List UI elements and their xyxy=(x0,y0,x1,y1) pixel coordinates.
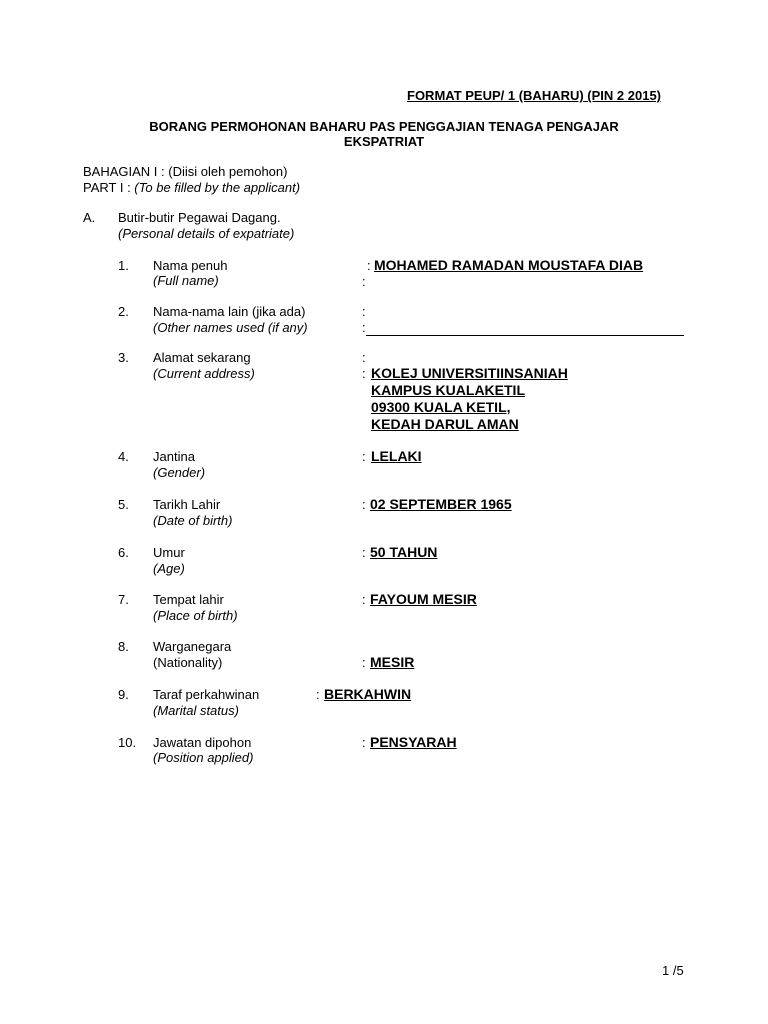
address-line-4: KEDAH DARUL AMAN xyxy=(371,416,519,432)
form-title-line2: EKSPATRIAT xyxy=(343,134,425,149)
field-number: 10. xyxy=(118,735,137,750)
colon: : xyxy=(362,655,366,670)
field-label-marital-status: Taraf perkahwinan xyxy=(153,687,260,702)
field-label-nationality: Warganegara xyxy=(153,639,232,654)
field-sublabel-place-of-birth: (Place of birth) xyxy=(153,608,238,623)
field-value-age: 50 TAHUN xyxy=(370,544,438,560)
field-number: 8. xyxy=(118,639,129,654)
field-number: 7. xyxy=(118,592,129,607)
field-sublabel-current-address: (Current address) xyxy=(153,366,255,381)
field-sublabel-position-applied: (Position applied) xyxy=(153,750,254,765)
field-value-gender: LELAKI xyxy=(371,448,422,464)
field-number: 5. xyxy=(118,497,129,512)
address-line-1: KOLEJ UNIVERSITIINSANIAH xyxy=(371,365,568,381)
field-number: 3. xyxy=(118,350,129,365)
section-letter: A. xyxy=(83,210,96,225)
colon: : xyxy=(362,545,366,560)
field-label-position-applied: Jawatan dipohon xyxy=(153,735,252,750)
field-number: 9. xyxy=(118,687,129,702)
part-malay: BAHAGIAN I : (Diisi oleh pemohon) xyxy=(83,164,288,179)
field-sublabel-gender: (Gender) xyxy=(153,465,206,480)
field-sublabel-age: (Age) xyxy=(153,561,185,576)
field-value-marital-status: BERKAHWIN xyxy=(324,686,412,702)
field-number: 6. xyxy=(118,545,129,560)
field-value-nationality: MESIR xyxy=(370,654,415,670)
colon: : xyxy=(362,320,366,335)
part-english xyxy=(83,180,300,196)
form-title-line1: BORANG PERMOHONAN BAHARU PAS PENGGAJIAN TENAGA PENGAJAR xyxy=(149,119,619,134)
colon: : xyxy=(316,687,320,702)
field-label-current-address: Alamat sekarang xyxy=(153,350,251,365)
part-english-note: (To be filled by the applicant) xyxy=(134,180,301,195)
field-label-place-of-birth: Tempat lahir xyxy=(153,592,224,607)
colon: : xyxy=(362,350,366,365)
colon: : xyxy=(362,735,366,750)
colon: : xyxy=(362,497,366,512)
colon: : xyxy=(367,258,371,273)
field-value-full-name: MOHAMED RAMADAN MOUSTAFA DIAB xyxy=(374,257,644,273)
field-sublabel-full-name: (Full name) xyxy=(153,273,219,288)
page-number: 1 /5 xyxy=(662,963,684,978)
field-value-position-applied: PENSYARAH xyxy=(370,734,457,750)
section-subtitle: (Personal details of expatriate) xyxy=(118,226,295,241)
field-label-gender: Jantina xyxy=(153,449,195,464)
colon: : xyxy=(362,592,366,607)
field-number: 1. xyxy=(118,258,129,273)
field-value-place-of-birth: FAYOUM MESIR xyxy=(370,591,477,607)
field-sublabel-marital-status: (Marital status) xyxy=(153,703,239,718)
field-label-age: Umur xyxy=(153,545,185,560)
field-number: 2. xyxy=(118,304,129,319)
part-english-prefix: PART I : xyxy=(83,180,135,195)
address-line-2: KAMPUS KUALAKETIL xyxy=(371,382,525,398)
field-sublabel-other-names: (Other names used (if any) xyxy=(153,320,308,335)
other-names-blank xyxy=(362,320,684,336)
colon: : xyxy=(362,304,366,319)
field-label-other-names: Nama-nama lain (jika ada) xyxy=(153,304,306,319)
field-label-date-of-birth: Tarikh Lahir xyxy=(153,497,221,512)
field-number: 4. xyxy=(118,449,129,464)
address-line-3: 09300 KUALA KETIL, xyxy=(371,399,511,415)
colon: : xyxy=(362,449,366,464)
format-code: FORMAT PEUP/ 1 (BAHARU) (PIN 2 2015) xyxy=(407,88,662,103)
field-sublabel-nationality: (Nationality) xyxy=(153,655,223,670)
section-title: Butir-butir Pegawai Dagang. xyxy=(118,210,281,225)
blank-line xyxy=(366,321,684,336)
field-sublabel-date-of-birth: (Date of birth) xyxy=(153,513,233,528)
colon: : xyxy=(362,274,366,289)
field-value-date-of-birth: 02 SEPTEMBER 1965 xyxy=(370,496,512,512)
colon: : xyxy=(362,366,366,381)
field-label-full-name: Nama penuh xyxy=(153,258,228,273)
